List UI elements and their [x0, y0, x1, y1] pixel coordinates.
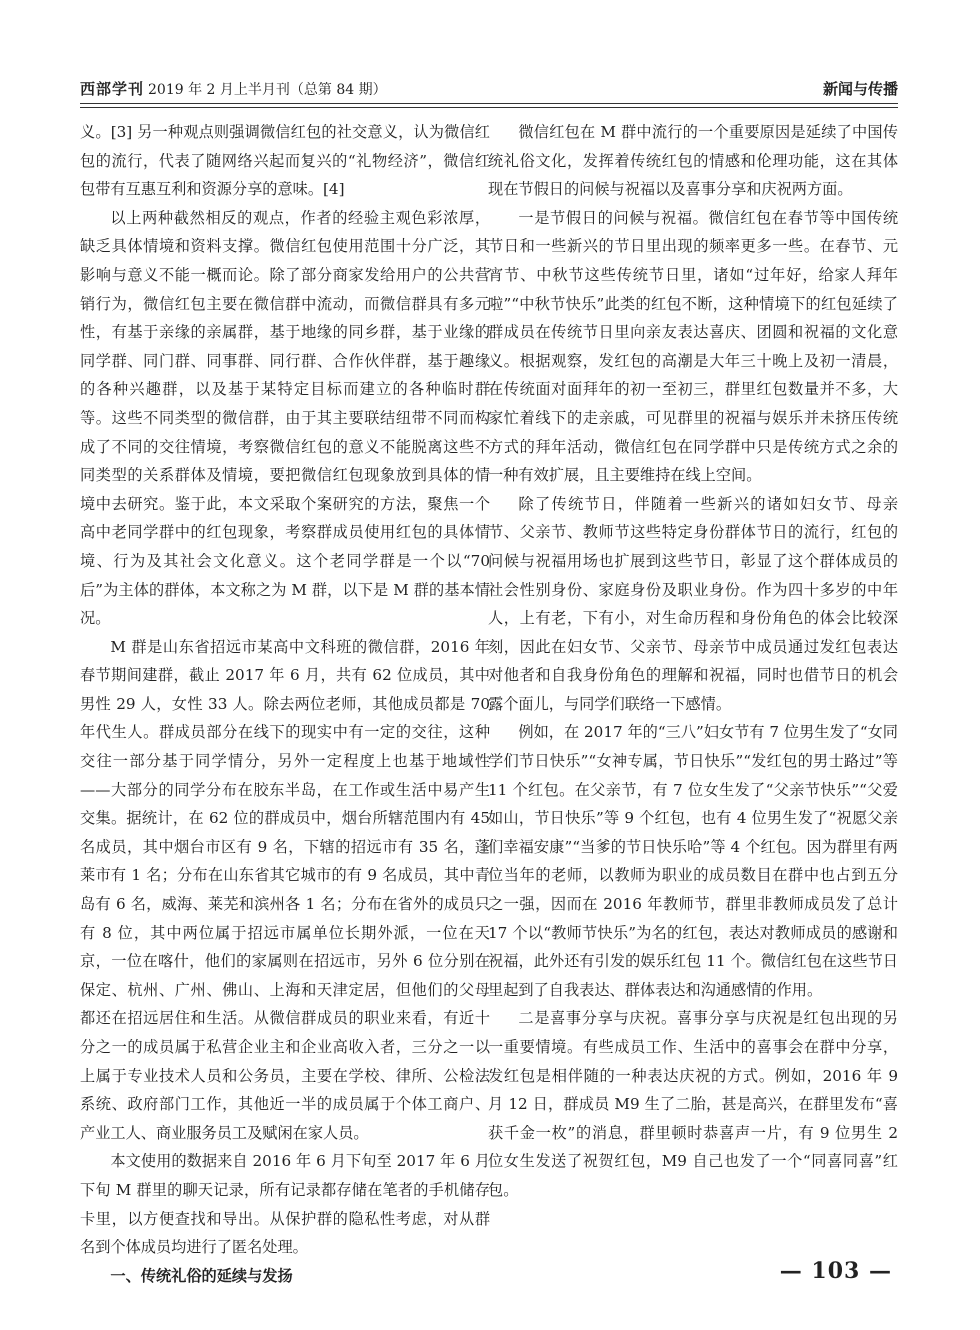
paragraph: 微信红包在 M 群中流行的一个重要原因是延续了中国传统礼俗文化，发挥着传统红包的情感和伦理功能，这在其体现在节假日的问候与祝福以及喜事分享和庆祝两方面。 [488, 123, 898, 199]
header-rule-thin [80, 107, 898, 108]
paragraph: 二是喜事分享与庆祝。喜事分享与庆祝是红包出现的另一重要情境。有些成员工作、生活中的喜事会在群中分享，发红包是相伴随的一种表达庆祝的方式。例如，2016 年 9 月 12 日，群成员 M9 生了二胎，甚是高兴，在群里发布“喜获千金一枚”的消息，群里顿时恭喜声一片，有 9 位男生 2 位女生发送了祝贺红包，M9 自己也发了一个“同喜同喜”红包。 [488, 1009, 898, 1199]
left-column [80, 118, 490, 1290]
section-name: 新闻与传播 [822, 80, 898, 98]
header-left [80, 78, 387, 99]
paragraph: 以上两种截然相反的观点，作者的经验主观色彩浓厚，缺乏具体情境和资料支撑。微信红包使用范围十分广泛，其影响与意义不能一概而论。除了部分商家发给用户的公共营销行为，微信红包主要在微信群中流动，而微信群具有多元性，有基于亲缘的亲属群，基于地缘的同乡群，基于业缘的同学群、同门群、同事群、同行群、合作伙伴群，基于趣缘的各种兴趣群，以及基于某特定目标而建立的各种临时群等。这些不同类型的微信群，由于其主要联结纽带不同而构成了不同的交往情境，考察微信红包的意义不能脱离这些不同类型的关系群体及情境，要把微信红包现象放到具体的情境中去研究。鉴于此，本文采取个案研究的方法，聚焦一个高中老同学群中的红包现象，考察群成员使用红包的具体情境、行为及其社会文化意义。这个老同学群是一个以“70 后”为主体的群体，本文称之为 M 群，以下是 M 群的基本情况。 [80, 208, 490, 628]
paragraph: M 群是山东省招远市某高中文科班的微信群，2016 年春节期间建群，截止 2017 年 6 月，共有 62 位成员，其中男性 29 人，女性 33 人。除去两位老师，其他成员都是 70 年代生人。群成员部分在线下的现实中有一定的交往，这种交往一部分基于同学情分，另外一定程度上也基于地域性——大部分的同学分布在胶东半岛，在工作或生活中易产生交集。据统计，在 62 位的群成员中，烟台所辖范围内有 45 名成员，其中烟台市区有 9 名，下辖的招远市有 35 名，蓬莱市有 1 名；分布在山东省其它城市的有 9 名成员，其中青岛有 6 名，威海、莱芜和滨州各 1 名；分布在省外的成员只有 8 位，其中两位属于招远市属单位长期外派，一位在天京，一位在喀什，他们的家属则在招远市，另外 6 位分别在保定、杭州、广州、佛山、上海和天津定居，但他们的父母都还在招远居住和生活。从微信群成员的职业来看，有近十分之一的成员属于私营企业主和企业高收入者，三分之一以上属于专业技术人员和公务员，主要在学校、律所、公检法系统、政府部门工作，其他近一半的成员属于个体工商户、产业工人、商业服务员工及赋闲在家人员。 [80, 637, 490, 1142]
page-number: — 103 — [779, 1258, 892, 1284]
paragraph: 义。[3] 另一种观点则强调微信红包的社交意义，认为微信红包的流行，代表了随网络兴起而复兴的“礼物经济”，微信红包带有互惠互利和资源分享的意味。[4] [80, 123, 490, 199]
paragraph: 除了传统节日，伴随着一些新兴的诸如妇女节、母亲节、父亲节、教师节这些特定身份群体节日的流行，红包的问候与祝福用场也扩展到这些节日，彰显了这个群体成员的社会性别身份、家庭身份及职业身份。作为四十多岁的中年人，上有老，下有小，对生命历程和身份角色的体会比较深刻，因此在妇女节、父亲节、母亲节中成员通过发红包表达对他者和自我身份角色的理解和祝福，同时也借节日的机会露个面儿，与同学们联络一下感情。 [488, 494, 898, 713]
paragraph: 例如，在 2017 年的“三八”妇女节有 7 位男生发了“女同学们节日快乐”“女神专属，节日快乐”“发红包的男士路过”等 11 个红包。在父亲节，有 7 位女生发了“父亲节快乐”“父爱如山，节日快乐”等 9 个红包，也有 4 位男生发了“祝愿父亲们幸福安康”“当爹的节日快乐哈”等 4 个红包。因为群里有两位当年的老师，以教师为职业的成员数目在群中也占到五分之一强，因而在 2016 年教师节，群里非教师成员发了总计 17 个以“教师节快乐”为名的红包，表达对教师成员的感谢和祝福，此外还有引发的娱乐红包 11 个。微信红包在这些节日里起到了自我表达、群体表达和沟通感情的作用。 [488, 723, 898, 999]
right-column [488, 118, 898, 1205]
section-heading: 一、传统礼俗的延续与发扬 [110, 1266, 293, 1285]
paragraph: 本文使用的数据来自 2016 年 6 月下旬至 2017 年 6 月下旬 M 群里的聊天记录，所有记录都存储在笔者的手机储存卡里，以方便查找和导出。从保护群的隐私性考虑，对从群名到个体成员均进行了匿名处理。 [80, 1152, 490, 1257]
issue-info: 2019 年 2 月上半月刊（总第 84 期） [148, 82, 387, 98]
paragraph: 一是节假日的问候与祝福。微信红包在春节等中国传统节日和一些新兴的节日里出现的频率更多一些。在春节、元宵节、中秋节这些传统节日里，诸如“过年好，给家人拜年啦”“中秋节快乐”此类的红包不断，这种情境下的红包延续了群成员在传统节日里向亲友表达喜庆、团圆和祝福的文化意义。根据观察，发红包的高潮是大年三十晚上及初一清晨，在传统面对面拜年的初一至初三，群里红包数量并不多，大家忙着线下的走亲戚，可见群里的祝福与娱乐并未挤压传统方式的拜年活动，微信红包在同学群中只是传统方式之余的一种有效扩展，且主要维持在线上空间。 [488, 208, 898, 485]
journal-name: 西部学刊 [80, 80, 145, 98]
header-rule [80, 103, 898, 104]
